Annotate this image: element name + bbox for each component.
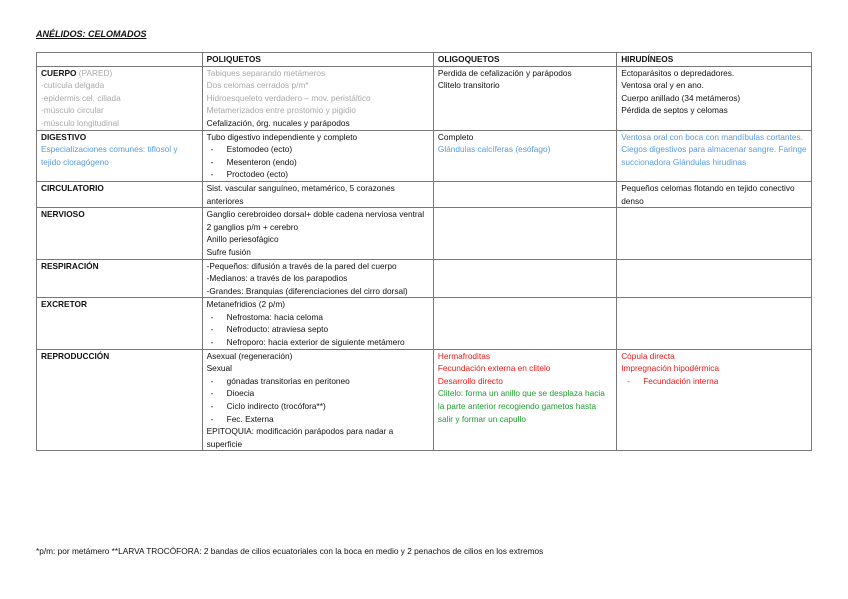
cell-line: Hermafroditas [437,350,490,361]
nervioso-oligoquetos [433,208,616,259]
circulatorio-hirudineos [617,181,812,207]
row-label: DIGESTIVO [41,131,87,142]
cuerpo-poliquetos [202,66,433,130]
cell-line: -Grandes: Branquias (diferenciaciones del cirro dorsal) [206,285,408,296]
row-label: CUERPO [41,67,77,78]
nervioso-hirudineos [617,208,812,259]
footnote: *p/m: por metámero **LARVA TROCÓFORA: 2 bandas de cilios ecuatoriales con la boca en medio y 2 penachos de cilios en los extremos [36,546,544,556]
cuerpo-note: -músculo longitudinal [41,117,119,128]
circulatorio-label-cell [37,181,203,207]
cell-line: Sexual [206,363,232,374]
cell-text: Ventosa oral con boca con mandíbulas cortantes. Ciegos digestivos para almacenar sangre. Faringe succionadora Glándulas hirudinas [621,131,807,167]
document-title: ANÉLIDOS: CELOMADOS [36,29,147,39]
circulatorio-oligoquetos [433,181,616,207]
reproduccion-oligoquetos [433,349,616,451]
cell-line: Dos celomas cerrados p/m* [206,80,309,91]
cell-line: Metamerizados entre prostomio y pigidio [206,105,357,116]
row-label: RESPIRACIÓN [41,260,99,271]
list-item: - Fecundación interna [621,375,807,388]
row-label: REPRODUCCIÓN [41,350,110,361]
header-oligoquetos: OLIGOQUETOS [433,53,616,67]
cell-line: Tabiques separando metámeros [206,67,326,78]
header-hirudineos: HIRUDÍNEOS [617,53,812,67]
row-nervioso [37,208,812,259]
digestivo-label-cell [37,130,203,181]
row-reproduccion [37,349,812,451]
cell-line: Pérdida de septos y celomas [621,105,728,116]
excretor-hirudineos [617,298,812,349]
excretor-poliquetos [202,298,433,349]
header-empty [37,53,203,67]
cell-line: Ventosa oral y en ano. [621,80,704,91]
list-item: - gónadas transitorias en peritoneo [207,375,429,388]
cell-line: Sufre fusión [206,246,251,257]
nervioso-poliquetos [202,208,433,259]
digestivo-oligoquetos [433,130,616,181]
cell-line: Hidroesqueleto verdadero – mov. peristáltico [206,92,371,103]
list-item: - Nefroducto: atraviesa septo [207,323,429,336]
row-label-extra: (PARED) [76,67,113,78]
cell-line: EPITOQUIA: modificación parápodos para nadar a superficie [206,426,394,449]
cell-line: -Pequeños: difusión a través de la pared del cuerpo [206,260,397,271]
list-item: - Nefroporo: hacia exterior de siguiente metámero [207,336,429,349]
header-poliquetos: POLIQUETOS [202,53,433,67]
list-item: - Nefrostoma: hacia celoma [207,311,429,324]
cell-line: Perdida de cefalización y parápodos [437,67,572,78]
cuerpo-hirudineos [617,66,812,130]
cuerpo-note: -epidermis cel. ciliada [41,92,121,103]
list-item: - Dioecia [207,387,429,400]
cell-text: Clitelo: forma un anillo que se desplaza hacia la parte anterior recogiendo gametos hasta salir y formar un capullo [437,388,605,424]
cuerpo-note: -cutícula delgada [41,80,105,91]
cell-line: Fecundación externa en clitelo [437,363,551,374]
cell-text: Sist. vascular sanguíneo, metamérico, 5 corazones anteriores [206,182,395,206]
nervioso-label-cell [37,208,203,259]
cell-line: -Medianos: a través de los parapodios [206,273,348,284]
respiracion-oligoquetos [433,259,616,298]
digestivo-hirudineos [617,130,812,181]
cell-line: Completo [437,131,474,142]
cell-line: Cuerpo anillado (34 metámeros) [621,92,741,103]
cell-line: Anillo periesofágico [206,234,279,245]
cuerpo-label-cell [37,66,203,130]
cell-line: Asexual (regeneración) [206,350,293,361]
excretor-label-cell [37,298,203,349]
row-respiracion [37,259,812,298]
annelids-table [36,52,812,451]
row-digestivo [37,130,812,181]
cell-line: Glándulas calcíferas (esófago) [437,144,551,155]
excretor-oligoquetos [433,298,616,349]
row-label: EXCRETOR [41,299,87,310]
cuerpo-note: -músculo circular [41,105,104,116]
respiracion-poliquetos [202,259,433,298]
cell-line: Tubo digestivo independiente y completo [206,131,358,142]
reproduccion-poliquetos [202,349,433,451]
cell-line: 2 ganglios p/m + cerebro [206,221,299,232]
cell-line: Impregnación hipodérmica [621,363,719,374]
list-item: - Fec. Externa [207,413,429,426]
respiracion-hirudineos [617,259,812,298]
reproduccion-hirudineos [617,349,812,451]
cell-text: Pequeños celomas flotando en tejido conectivo denso [621,182,795,206]
list-item: - Estomodeo (ecto) [207,143,429,156]
cell-line: Ganglio cerebroideo dorsal+ doble cadena nerviosa ventral [206,209,425,220]
row-label: NERVIOSO [41,209,85,220]
cell-line: Ectoparásitos o depredadores. [621,67,735,78]
cell-line: Clitelo transitorio [437,80,500,91]
list-item: - Proctodeo (ecto) [207,168,429,181]
row-label: CIRCULATORIO [41,182,104,193]
cell-line: Metanefridios (2 p/m) [206,299,286,310]
row-excretor [37,298,812,349]
row-cuerpo [37,66,812,130]
list-item: - Ciclo indirecto (trocófora**) [207,400,429,413]
list-item: - Mesenteron (endo) [207,156,429,169]
row-circulatorio [37,181,812,207]
cuerpo-oligoquetos [433,66,616,130]
reproduccion-label-cell [37,349,203,451]
header-row [37,53,812,67]
cell-line: Cópula directa [621,350,675,361]
cell-line: Cefalización, órg. nucales y parápodos [206,117,350,128]
cell-line: Desarrollo directo [437,375,503,386]
digestivo-note: Especializaciones comunes: tiflosol y tejido cloragógeno [41,144,178,167]
digestivo-poliquetos [202,130,433,181]
respiracion-label-cell [37,259,203,298]
circulatorio-poliquetos [202,181,433,207]
